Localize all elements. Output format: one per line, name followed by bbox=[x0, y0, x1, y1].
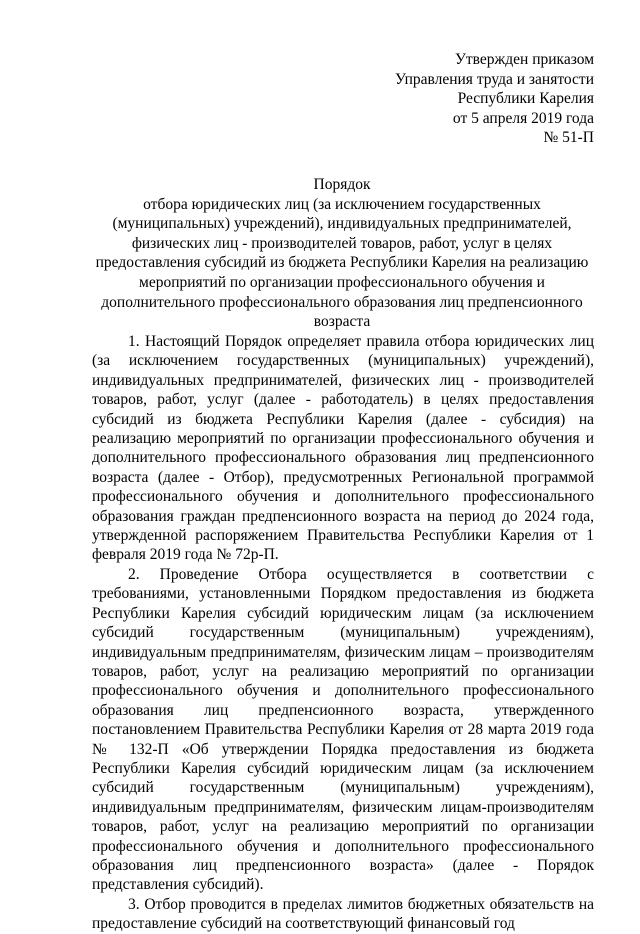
paragraph-2: 2. Проведение Отбора осуществляется в соответствии с требованиями, установленными Порядком предоставления из бюджета Республики Карелия субсидий юридическим лицам (за исключением субсидий государственным (муниципальным) учреждениям), индивидуальным предпринимателям, физическим лицам – производителям товаров, работ, услуг на реализацию мероприятий по организации профессионального обучения и дополнительного профессионального образования лиц предпенсионного возраста, утвержденного постановлением Правительства Республики Карелия от 28 марта 2019 года № 132-П «Об утверждении Порядка предоставления из бюджета Республики Карелия субсидий юридическим лицам (за исключением субсидий государственным (муниципальным) учреждениям), индивидуальным предпринимателям, физическим лицам-производителям товаров, работ, услуг на реализацию мероприятий по организации профессионального обучения и дополнительного профессионального образования лиц предпенсионного возраста» (далее - Порядок представления субсидий). bbox=[92, 565, 594, 894]
document-title bbox=[92, 175, 592, 332]
title-heading: Порядок bbox=[313, 176, 371, 193]
approval-line-5: № 51-П bbox=[543, 129, 594, 147]
paragraph-1: 1. Настоящий Порядок определяет правила отбора юридических лиц (за исключением государственных (муниципальных) учреждений), индивидуальных предпринимателей, физических лиц - производителей товаров, работ, услуг (далее - работодатель) в целях предоставления субсидий из бюджета Республики Карелия (далее - субсидия) на реализацию мероприятий по организации профессионального обучения и дополнительного профессионального образования лиц предпенсионного возраста (далее - Отбор), предусмотренных Региональной программой профессионального обучения и дополнительного профессионального образования граждан предпенсионного возраста на период до 2024 года, утвержденной распоряжением Правительства Республики Карелия от 1 февраля 2019 года № 72р-П. bbox=[92, 333, 594, 564]
approval-line-4: от 5 апреля 2019 года bbox=[452, 109, 594, 127]
approval-stamp bbox=[395, 50, 594, 148]
approval-line-2: Управления труда и занятости bbox=[394, 70, 594, 88]
approval-line-1: Утвержден приказом bbox=[454, 51, 594, 68]
approval-line-3: Республики Карелия bbox=[457, 90, 594, 108]
title-subtitle: отбора юридических лиц (за исключением государственных (муниципальных) учреждений), индивидуальных предпринимателей, физических лиц - производителей товаров, работ, услуг в целях предоставления субсидий из бюджета Республики Карелия на реализацию мероприятий по организации профессионального обучения и дополнительного профессионального образования лиц предпенсионного возраста bbox=[95, 195, 589, 331]
paragraph-3: 3. Отбор проводится в пределах лимитов бюджетных обязательств на предоставление субсидий на соответствующий финансовый год bbox=[92, 895, 594, 933]
document-body bbox=[92, 332, 594, 934]
